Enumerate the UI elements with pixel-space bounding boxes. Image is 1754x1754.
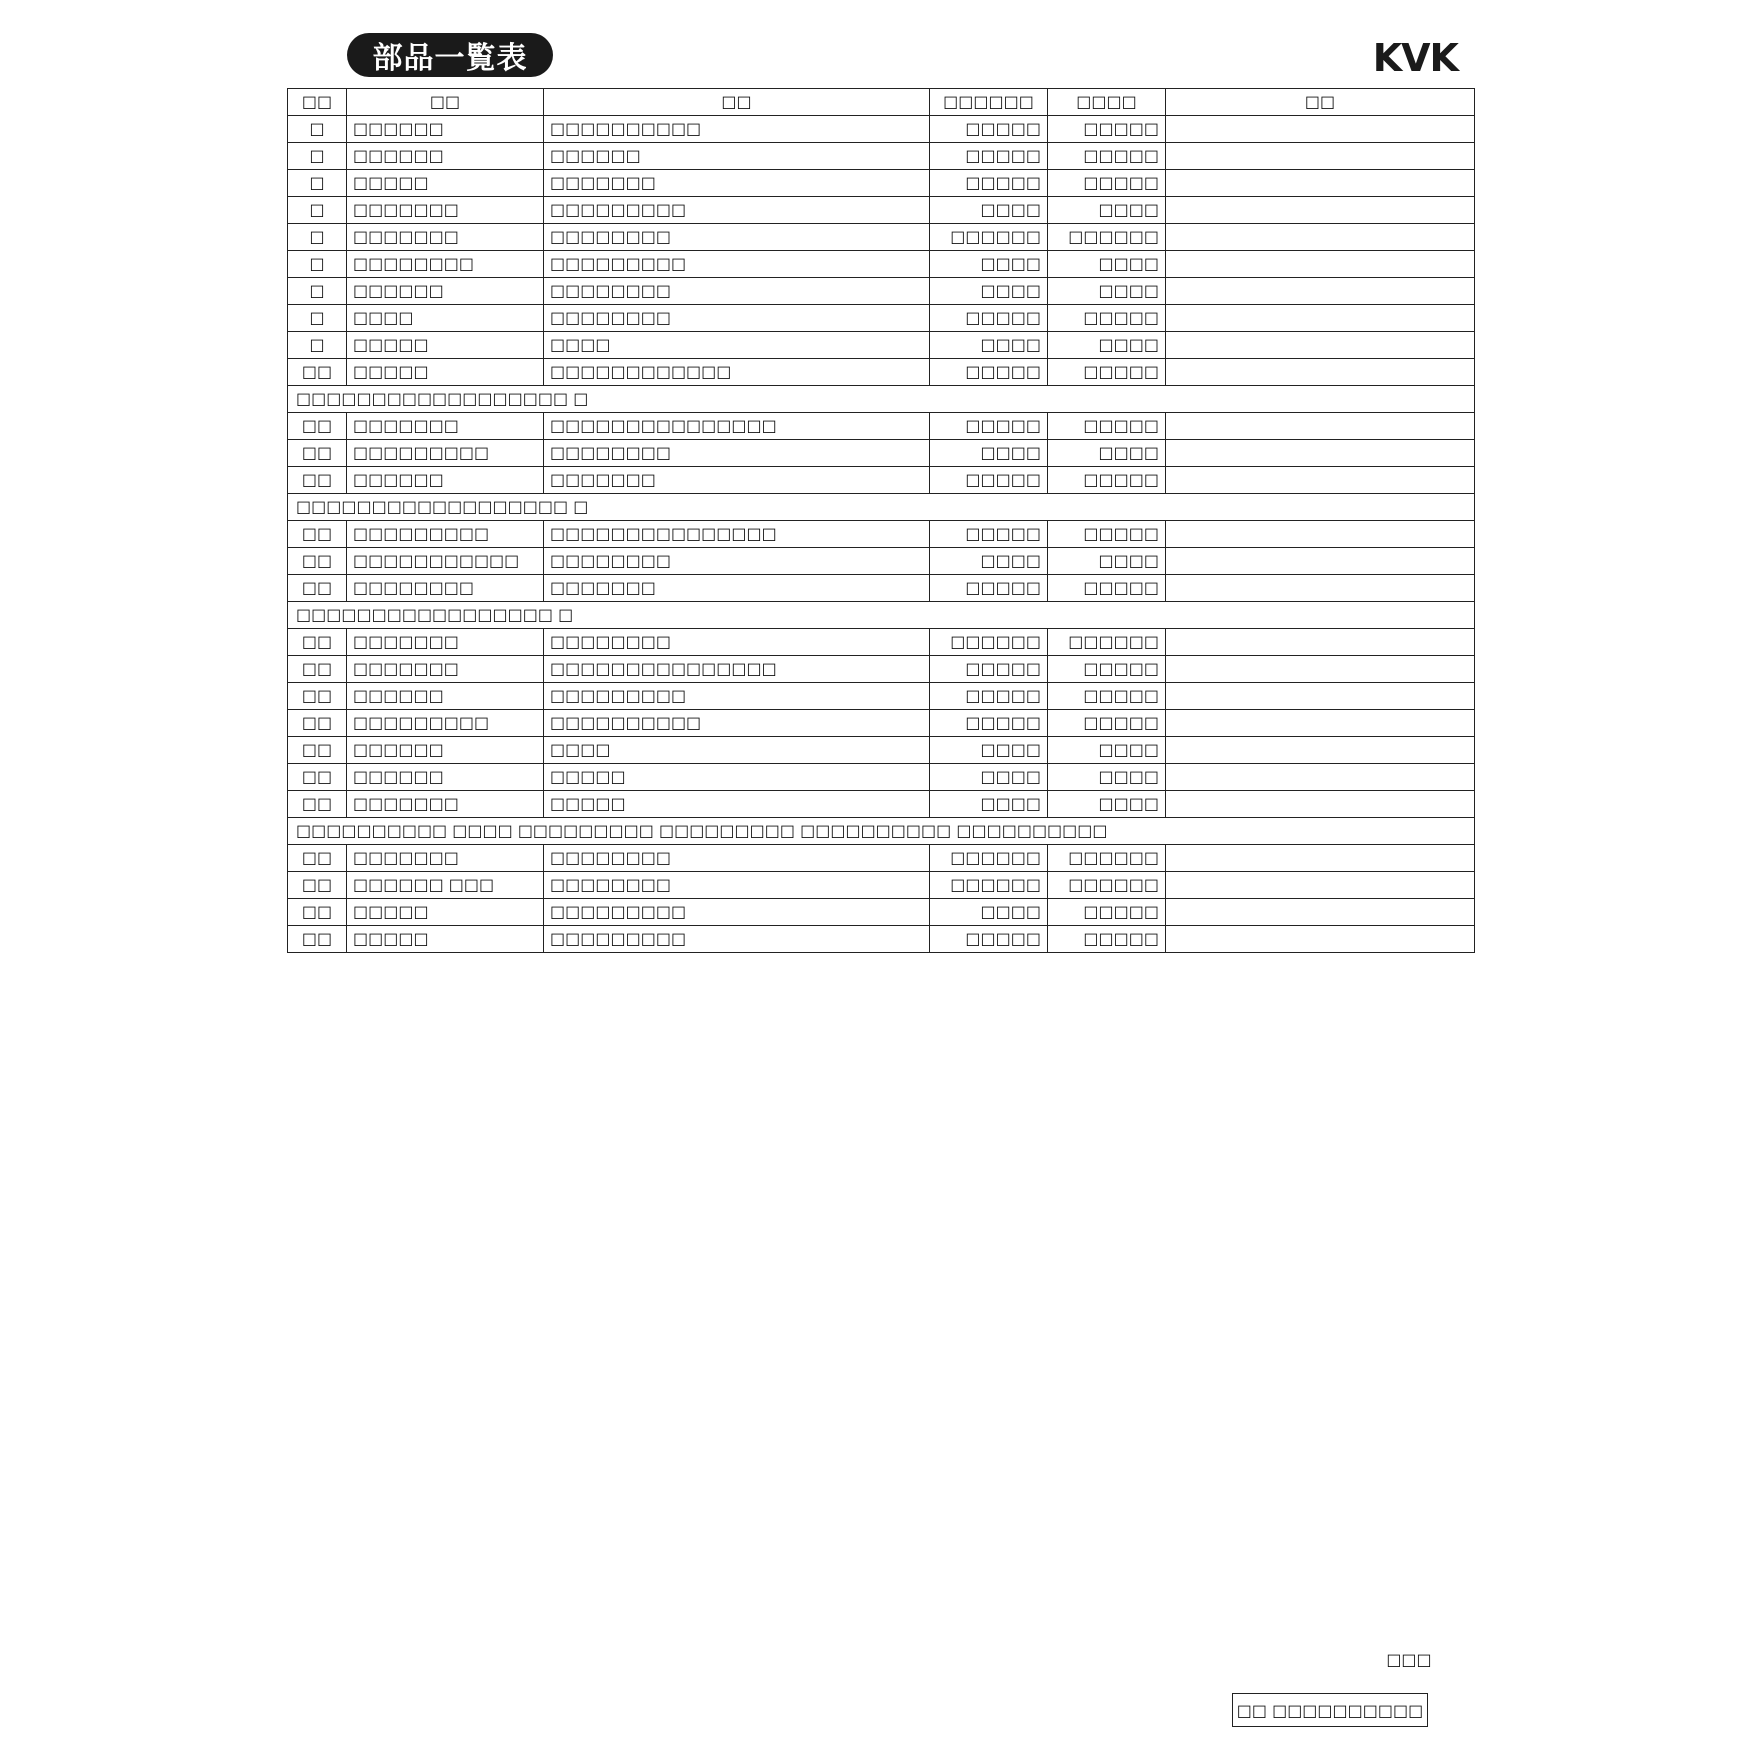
cell-note: [1166, 575, 1475, 602]
cell-spec: □□□□□: [544, 791, 930, 818]
cell-price: □□□□: [1048, 548, 1166, 575]
cell-note: [1166, 737, 1475, 764]
cell-name: □□□□□□□: [347, 629, 544, 656]
page-number: □□□: [1386, 1650, 1432, 1669]
cell-qty: □□□□: [930, 791, 1048, 818]
col-header-price: □□□□: [1048, 89, 1166, 116]
cell-note: [1166, 170, 1475, 197]
cell-no: □: [288, 143, 347, 170]
cell-no: □□: [288, 872, 347, 899]
cell-note: [1166, 143, 1475, 170]
cell-price: □□□□□: [1048, 521, 1166, 548]
table-row: [288, 359, 1475, 386]
cell-qty: □□□□: [930, 764, 1048, 791]
cell-price: □□□□□□: [1048, 845, 1166, 872]
table-group-row: [288, 386, 1475, 413]
cell-name: □□□□□□: [347, 683, 544, 710]
cell-spec: □□□□: [544, 332, 930, 359]
table-row: [288, 629, 1475, 656]
cell-name: □□□□□□□□□: [347, 440, 544, 467]
col-header-name: □□: [347, 89, 544, 116]
table-row: [288, 332, 1475, 359]
cell-qty: □□□□□: [930, 143, 1048, 170]
cell-price: □□□□□□: [1048, 629, 1166, 656]
cell-note: [1166, 791, 1475, 818]
cell-price: □□□□: [1048, 764, 1166, 791]
cell-qty: □□□□: [930, 899, 1048, 926]
cell-spec: □□□□□□□□: [544, 548, 930, 575]
table-row: [288, 224, 1475, 251]
col-header-spec: □□: [544, 89, 930, 116]
table-row: [288, 116, 1475, 143]
group-label: □□□□□□□□□□□□□□□□□□ □: [288, 494, 1475, 521]
cell-price: □□□□□□: [1048, 872, 1166, 899]
cell-price: □□□□□: [1048, 656, 1166, 683]
table-row: [288, 467, 1475, 494]
cell-name: □□□□□□□: [347, 224, 544, 251]
table-row: [288, 926, 1475, 953]
table-row: [288, 548, 1475, 575]
cell-no: □□: [288, 926, 347, 953]
cell-qty: □□□□: [930, 548, 1048, 575]
cell-no: □□: [288, 791, 347, 818]
cell-price: □□□□: [1048, 278, 1166, 305]
cell-no: □□: [288, 413, 347, 440]
table-row: [288, 656, 1475, 683]
cell-note: [1166, 926, 1475, 953]
document-code-box: [1232, 1693, 1428, 1727]
cell-name: □□□□□□□□□: [347, 521, 544, 548]
cell-note: [1166, 467, 1475, 494]
cell-qty: □□□□: [930, 251, 1048, 278]
cell-qty: □□□□□□: [930, 845, 1048, 872]
cell-note: [1166, 629, 1475, 656]
cell-spec: □□□□: [544, 737, 930, 764]
cell-no: □: [288, 224, 347, 251]
table-row: [288, 440, 1475, 467]
cell-no: □: [288, 197, 347, 224]
table-row: [288, 899, 1475, 926]
cell-qty: □□□□□: [930, 170, 1048, 197]
document-code: □□ □□□□□□□□□□: [1236, 1700, 1424, 1720]
table-body: [288, 116, 1475, 953]
cell-qty: □□□□□: [930, 683, 1048, 710]
cell-name: □□□□□□□: [347, 845, 544, 872]
cell-qty: □□□□: [930, 440, 1048, 467]
table-row: [288, 872, 1475, 899]
cell-no: □□: [288, 845, 347, 872]
cell-name: □□□□□□□□□: [347, 710, 544, 737]
table-header-row: [288, 89, 1475, 116]
cell-spec: □□□□□: [544, 764, 930, 791]
cell-price: □□□□□: [1048, 926, 1166, 953]
cell-note: [1166, 656, 1475, 683]
table-row: [288, 197, 1475, 224]
cell-note: [1166, 899, 1475, 926]
cell-note: [1166, 332, 1475, 359]
table-row: [288, 683, 1475, 710]
cell-qty: □□□□: [930, 332, 1048, 359]
cell-name: □□□□□□ □□□: [347, 872, 544, 899]
cell-qty: □□□□□: [930, 305, 1048, 332]
cell-name: □□□□□□□: [347, 197, 544, 224]
cell-note: [1166, 683, 1475, 710]
cell-qty: □□□□□: [930, 467, 1048, 494]
cell-price: □□□□□: [1048, 467, 1166, 494]
cell-no: □□: [288, 683, 347, 710]
cell-no: □□: [288, 656, 347, 683]
cell-note: [1166, 278, 1475, 305]
cell-spec: □□□□□□□□: [544, 224, 930, 251]
cell-no: □□: [288, 710, 347, 737]
table-row: [288, 143, 1475, 170]
col-header-note: □□: [1166, 89, 1475, 116]
cell-spec: □□□□□□□: [544, 575, 930, 602]
cell-price: □□□□□: [1048, 305, 1166, 332]
cell-name: □□□□□□□: [347, 656, 544, 683]
logo-text: KVK: [1372, 36, 1458, 80]
cell-no: □□: [288, 899, 347, 926]
col-header-qty: □□□□□□: [930, 89, 1048, 116]
cell-note: [1166, 251, 1475, 278]
cell-qty: □□□□□: [930, 710, 1048, 737]
cell-no: □□: [288, 359, 347, 386]
cell-note: [1166, 413, 1475, 440]
cell-no: □: [288, 251, 347, 278]
cell-qty: □□□□: [930, 197, 1048, 224]
parts-table: [287, 88, 1475, 953]
cell-no: □□: [288, 737, 347, 764]
cell-note: [1166, 548, 1475, 575]
page-title: 部品一覧表: [347, 33, 553, 77]
cell-spec: □□□□□□: [544, 143, 930, 170]
cell-qty: □□□□□: [930, 575, 1048, 602]
cell-note: [1166, 197, 1475, 224]
cell-note: [1166, 845, 1475, 872]
cell-no: □□: [288, 467, 347, 494]
cell-no: □: [288, 278, 347, 305]
cell-no: □□: [288, 629, 347, 656]
table-group-row: [288, 494, 1475, 521]
cell-qty: □□□□□: [930, 413, 1048, 440]
cell-note: [1166, 872, 1475, 899]
col-header-no: □□: [288, 89, 347, 116]
cell-name: □□□□□: [347, 899, 544, 926]
cell-spec: □□□□□□□□□□□□□□□: [544, 521, 930, 548]
cell-name: □□□□□□□: [347, 791, 544, 818]
cell-spec: □□□□□□□□□: [544, 899, 930, 926]
cell-spec: □□□□□□□□□□□□: [544, 359, 930, 386]
cell-qty: □□□□□: [930, 656, 1048, 683]
cell-price: □□□□: [1048, 737, 1166, 764]
cell-price: □□□□□: [1048, 116, 1166, 143]
table-row: [288, 305, 1475, 332]
table-row: [288, 845, 1475, 872]
table-row: [288, 791, 1475, 818]
cell-note: [1166, 764, 1475, 791]
cell-price: □□□□□: [1048, 899, 1166, 926]
cell-no: □□: [288, 548, 347, 575]
cell-no: □: [288, 116, 347, 143]
cell-spec: □□□□□□□□: [544, 845, 930, 872]
cell-spec: □□□□□□□□□: [544, 683, 930, 710]
cell-name: □□□□□: [347, 332, 544, 359]
cell-note: [1166, 116, 1475, 143]
cell-price: □□□□□: [1048, 413, 1166, 440]
kvk-logo: [1370, 38, 1458, 78]
cell-name: □□□□□: [347, 359, 544, 386]
cell-name: □□□□□□□: [347, 413, 544, 440]
cell-name: □□□□□□: [347, 278, 544, 305]
cell-no: □□: [288, 764, 347, 791]
table-group-row: [288, 818, 1475, 845]
cell-note: [1166, 440, 1475, 467]
cell-price: □□□□: [1048, 440, 1166, 467]
cell-qty: □□□□□: [930, 926, 1048, 953]
cell-qty: □□□□: [930, 278, 1048, 305]
cell-spec: □□□□□□□□: [544, 872, 930, 899]
group-label: □□□□□□□□□□□□□□□□□ □: [288, 602, 1475, 629]
cell-note: [1166, 224, 1475, 251]
cell-spec: □□□□□□□□□□□□□□□: [544, 656, 930, 683]
table-row: [288, 521, 1475, 548]
cell-name: □□□□□□□□□□□: [347, 548, 544, 575]
cell-no: □: [288, 170, 347, 197]
cell-name: □□□□□□: [347, 467, 544, 494]
cell-note: [1166, 359, 1475, 386]
cell-spec: □□□□□□□□□: [544, 197, 930, 224]
cell-note: [1166, 521, 1475, 548]
cell-name: □□□□□□□□: [347, 575, 544, 602]
cell-qty: □□□□□: [930, 521, 1048, 548]
group-label: □□□□□□□□□□ □□□□ □□□□□□□□□ □□□□□□□□□ □□□□□□□□□□ □□□□□□□□□□: [288, 818, 1475, 845]
cell-qty: □□□□□□: [930, 629, 1048, 656]
cell-spec: □□□□□□□□□□: [544, 116, 930, 143]
table-group-row: [288, 602, 1475, 629]
cell-spec: □□□□□□□□: [544, 305, 930, 332]
cell-price: □□□□: [1048, 251, 1166, 278]
cell-price: □□□□□: [1048, 710, 1166, 737]
cell-note: [1166, 710, 1475, 737]
cell-note: [1166, 305, 1475, 332]
cell-price: □□□□: [1048, 791, 1166, 818]
cell-qty: □□□□: [930, 737, 1048, 764]
cell-no: □□: [288, 440, 347, 467]
cell-spec: □□□□□□□□□□: [544, 710, 930, 737]
cell-spec: □□□□□□□□□□□□□□□: [544, 413, 930, 440]
cell-price: □□□□□: [1048, 170, 1166, 197]
table-row: [288, 251, 1475, 278]
cell-name: □□□□□: [347, 170, 544, 197]
cell-qty: □□□□□: [930, 116, 1048, 143]
cell-name: □□□□□□: [347, 116, 544, 143]
cell-name: □□□□: [347, 305, 544, 332]
table-row: [288, 170, 1475, 197]
cell-name: □□□□□□□□: [347, 251, 544, 278]
cell-name: □□□□□□: [347, 143, 544, 170]
cell-price: □□□□: [1048, 197, 1166, 224]
cell-name: □□□□□: [347, 926, 544, 953]
cell-spec: □□□□□□□: [544, 170, 930, 197]
cell-no: □: [288, 305, 347, 332]
table-row: [288, 764, 1475, 791]
cell-qty: □□□□□: [930, 359, 1048, 386]
cell-price: □□□□□: [1048, 683, 1166, 710]
cell-spec: □□□□□□□□: [544, 629, 930, 656]
cell-price: □□□□□: [1048, 359, 1166, 386]
cell-price: □□□□□□: [1048, 224, 1166, 251]
cell-spec: □□□□□□□□□: [544, 926, 930, 953]
cell-price: □□□□□: [1048, 575, 1166, 602]
cell-spec: □□□□□□□□: [544, 440, 930, 467]
table-row: [288, 575, 1475, 602]
table-row: [288, 278, 1475, 305]
cell-spec: □□□□□□□: [544, 467, 930, 494]
cell-no: □□: [288, 521, 347, 548]
cell-qty: □□□□□□: [930, 872, 1048, 899]
cell-no: □□: [288, 575, 347, 602]
cell-spec: □□□□□□□□□: [544, 251, 930, 278]
table-row: [288, 413, 1475, 440]
cell-name: □□□□□□: [347, 737, 544, 764]
cell-qty: □□□□□□: [930, 224, 1048, 251]
group-label: □□□□□□□□□□□□□□□□□□ □: [288, 386, 1475, 413]
cell-name: □□□□□□: [347, 764, 544, 791]
table-row: [288, 710, 1475, 737]
cell-price: □□□□: [1048, 332, 1166, 359]
cell-no: □: [288, 332, 347, 359]
cell-price: □□□□□: [1048, 143, 1166, 170]
table-row: [288, 737, 1475, 764]
cell-spec: □□□□□□□□: [544, 278, 930, 305]
